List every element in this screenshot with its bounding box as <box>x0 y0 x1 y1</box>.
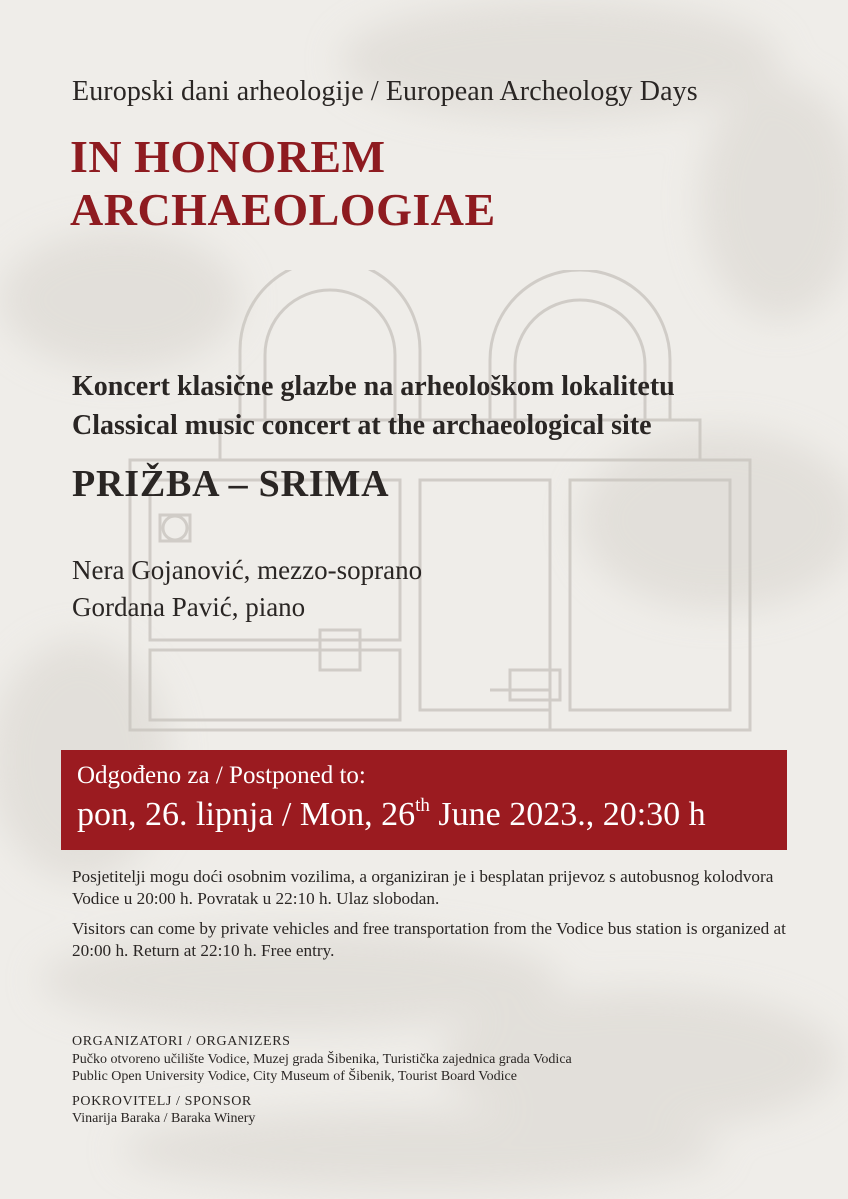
visitor-info-hr: Posjetitelji mogu doći osobnim vozilima, a organiziran je i besplatan prijevoz s autobusnog kolodvora Vodice u 20:00 h. Povratak u 22:10 h. Ulaz slobodan. <box>72 867 774 908</box>
organizers-hr: Pučko otvoreno učilište Vodice, Muzej grada Šibenika, Turistička zajednica grada Vodica <box>72 1051 572 1067</box>
performers-list <box>72 552 422 626</box>
site-name: PRIŽBA – SRIMA <box>72 463 390 505</box>
main-title <box>70 130 496 236</box>
concert-line-hr: Koncert klasične glazbe na arheološkom lokalitetu <box>72 371 675 402</box>
postponed-label: Odgođeno za / Postponed to: <box>77 762 366 789</box>
credits <box>72 1033 772 1135</box>
main-title-line-2: ARCHAEOLOGIAE <box>70 184 496 235</box>
postponed-date-rest: June 2023., 20:30 h <box>429 796 706 833</box>
visitor-info <box>72 866 792 970</box>
postponed-date <box>77 796 706 834</box>
performer-1: Nera Gojanović, mezzo-soprano <box>72 555 423 585</box>
event-series-label: Europski dani arheologije / European Archeology Days <box>72 76 698 107</box>
concert-line-en: Classical music concert at the archaeological site <box>72 410 652 441</box>
organizers-en: Public Open University Vodice, City Museum of Šibenik, Tourist Board Vodice <box>72 1069 517 1084</box>
concert-description <box>72 367 675 445</box>
sponsor-group <box>72 1093 772 1128</box>
postponed-banner <box>61 750 787 850</box>
postponed-date-ordinal: th <box>415 794 430 816</box>
sponsor-name: Vinarija Baraka / Baraka Winery <box>72 1111 256 1126</box>
sponsor-heading: POKROVITELJ / SPONSOR <box>72 1093 252 1109</box>
main-title-line-1: IN HONOREM <box>70 131 386 182</box>
organizers-heading: ORGANIZATORI / ORGANIZERS <box>72 1034 291 1049</box>
visitor-info-en: Visitors can come by private vehicles and free transportation from the Vodice bus station is organized at 20:00 h. Return at 22:10 h. Free entry. <box>72 919 786 960</box>
performer-2: Gordana Pavić, piano <box>72 592 306 622</box>
postponed-date-main: pon, 26. lipnja / Mon, 26 <box>77 796 416 833</box>
organizers-group <box>72 1033 772 1086</box>
